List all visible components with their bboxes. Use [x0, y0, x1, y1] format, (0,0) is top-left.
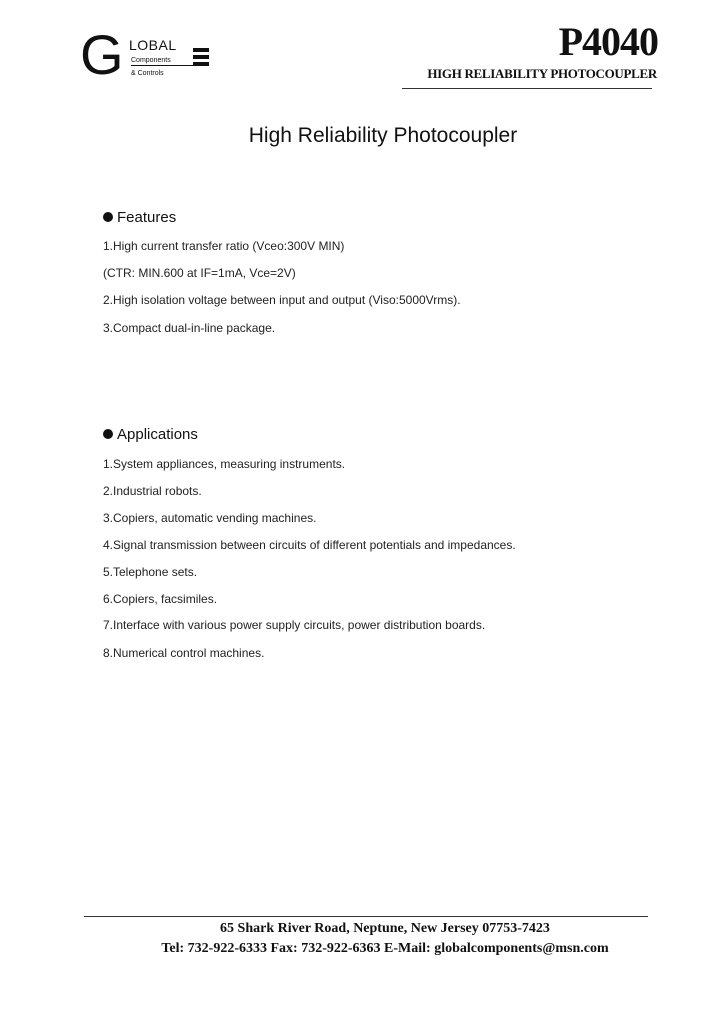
header-subtitle: HIGH RELIABILITY PHOTOCOUPLER	[427, 66, 657, 81]
applications-heading-text: Applications	[117, 426, 198, 443]
logo-tagline-1: Components	[131, 57, 193, 66]
footer-address: 65 Shark River Road, Neptune, New Jersey 07753-7423	[220, 921, 550, 936]
features-heading-text: Features	[117, 209, 177, 226]
application-item: 6.Copiers, facsimiles.	[103, 592, 218, 606]
logo-name: LOBAL	[129, 37, 177, 53]
application-item: 8.Numerical control machines.	[103, 646, 265, 660]
application-item: 4.Signal transmission between circuits of different potentials and impedances.	[103, 538, 516, 552]
feature-item: 2.High isolation voltage between input and output (Viso:5000Vrms).	[103, 293, 461, 307]
application-item: 7.Interface with various power supply circuits, power distribution boards.	[103, 618, 486, 632]
application-item: 1.System appliances, measuring instruments.	[103, 457, 346, 471]
features-heading	[103, 209, 176, 226]
logo-tagline-2: & Controls	[131, 70, 164, 77]
document-title: High Reliability Photocoupler	[248, 124, 518, 147]
feature-item: 1.High current transfer ratio (Vceo:300V MIN)	[103, 239, 345, 253]
logo-letter: G	[80, 23, 124, 86]
footer-contact: Tel: 732-922-6333 Fax: 732-922-6363 E-Mail: globalcomponents@msn.com	[161, 941, 609, 956]
application-item: 2.Industrial robots.	[103, 484, 202, 498]
application-item: 5.Telephone sets.	[103, 565, 198, 579]
logo-bars-icon	[193, 48, 209, 69]
footer-divider	[84, 916, 648, 917]
feature-item: 3.Compact dual-in-line package.	[103, 321, 276, 335]
application-item: 3.Copiers, automatic vending machines.	[103, 511, 317, 525]
bullet-icon	[103, 429, 113, 439]
header-divider	[402, 88, 652, 89]
part-number: P4040	[558, 19, 658, 64]
company-logo	[80, 23, 210, 86]
feature-item: (CTR: MIN.600 at IF=1mA, Vce=2V)	[103, 266, 296, 280]
applications-heading	[103, 426, 198, 443]
bullet-icon	[103, 212, 113, 222]
